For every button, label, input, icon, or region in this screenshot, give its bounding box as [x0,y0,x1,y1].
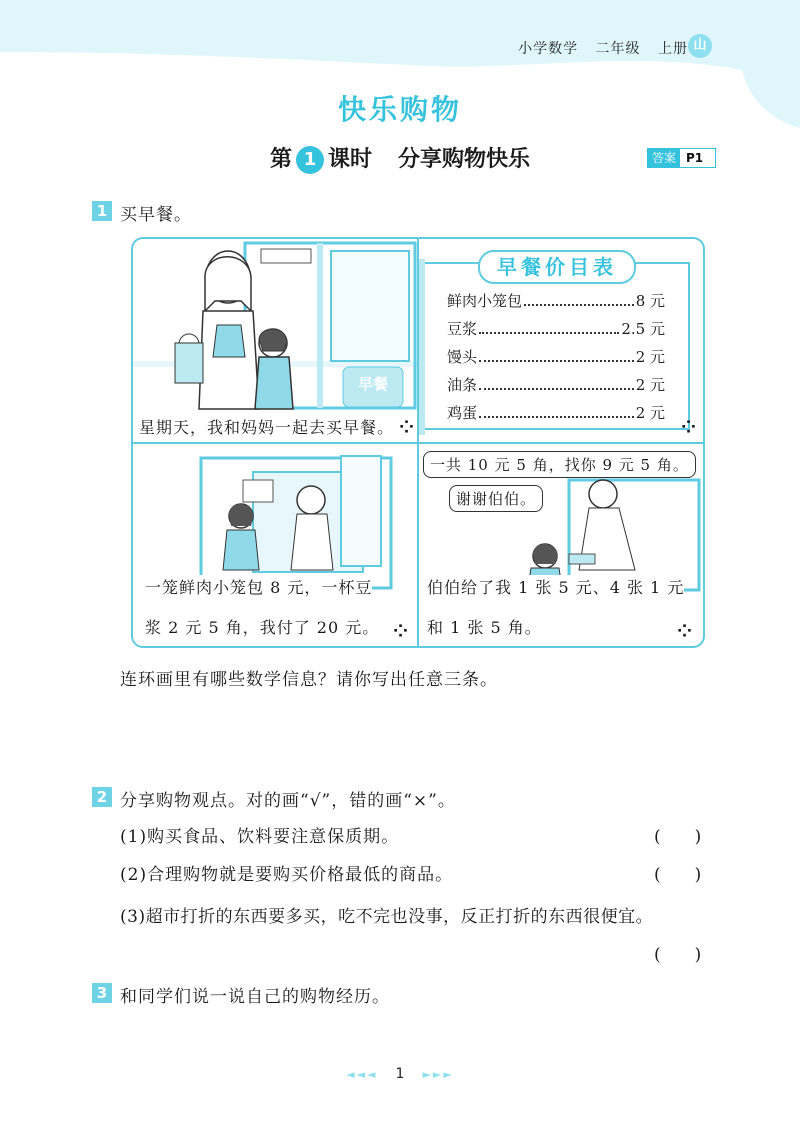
panel-4-caption-line-2: 和 1 张 5 角。 [427,615,542,638]
grade-label: 二年级 [595,41,641,57]
question-1-title: 买早餐。 [120,205,192,225]
question-3-number: 3 [92,983,112,1003]
question-2-item-2: (2)合理购物就是要购买价格最低的商品。 [120,865,454,885]
next-arrows-icon: ►►► [422,1068,454,1081]
lesson-number: 1 [296,146,324,174]
shop-sign-text: 早餐 [357,375,389,393]
panel-4-caption-line-1: 伯伯给了我 1 张 5 元、4 张 1 元 [427,575,684,598]
question-2-title: 分享购物观点。对的画“√”，错的画“×”。 [120,791,456,811]
menu-item-name: 油条 [447,376,478,394]
book-info [506,38,688,58]
panel-1-caption: 星期天，我和妈妈一起去买早餐。 [139,415,394,438]
volume-label: 上册 [658,41,688,57]
panel-3-dots: ⁘ [393,621,407,642]
menu-title: 早餐价目表 [478,250,636,284]
menu-item-price: 2 元 [635,404,665,422]
question-2-number: 2 [92,787,112,807]
menu-item-price: 2 元 [635,376,665,394]
menu-item-price: 2.5 元 [621,320,665,338]
menu-row [447,346,665,367]
unit-title: 快乐购物 [337,93,462,126]
question-1-number: 1 [92,201,112,221]
page-footer [0,1066,800,1082]
menu-row [447,318,665,339]
answer-blank-3[interactable]: ( ) [654,945,702,965]
answer-page: P1 [686,151,704,165]
menu-row [447,374,665,395]
menu-item-price: 2 元 [635,348,665,366]
menu-row [447,290,665,311]
answer-blank-2[interactable]: ( ) [654,865,702,885]
menu-item-name: 鸡蛋 [447,404,478,422]
menu-row [447,402,665,423]
page-number: 1 [395,1066,405,1082]
speech-bubble-girl: 谢谢伯伯。 [449,485,543,512]
edition-badge: 山 [688,34,712,58]
menu-item-name: 鲜肉小笼包 [447,292,523,310]
prev-arrows-icon: ◄◄◄ [346,1068,378,1081]
question-3-title: 和同学们说一说自己的购物经历。 [120,987,390,1007]
panel-1-dots: ⁘ [399,417,413,438]
panel-2-dots: ⁘ [681,417,695,438]
lesson-name: 分享购物快乐 [398,147,531,172]
question-2-item-1: (1)购买食品、饮料要注意保质期。 [120,827,400,847]
answer-reference[interactable] [647,148,716,168]
question-1-prompt: 连环画里有哪些数学信息？请你写出任意三条。 [120,670,498,690]
menu-item-name: 馒头 [447,348,478,366]
question-2-item-3: (3)超市打折的东西要多买，吃不完也没事，反正打折的东西很便宜。 [120,907,654,927]
panel-1-illustration [133,239,417,442]
menu-item-name: 豆浆 [447,320,478,338]
panel-3-caption-line-1: 一笼鲜肉小笼包 8 元，一杯豆 [145,575,372,598]
answer-blank-1[interactable]: ( ) [654,827,702,847]
speech-bubble-uncle: 一共 10 元 5 角，找你 9 元 5 角。 [423,451,696,478]
subject-label: 小学数学 [518,41,579,57]
lesson-prefix: 第 [269,147,292,172]
panel-4-dots: ⁘ [677,621,691,642]
menu-item-price: 8 元 [635,292,665,310]
panel-3-caption-line-2: 浆 2 元 5 角，我付了 20 元。 [145,615,379,638]
answer-label: 答案 [648,149,680,167]
lesson-suffix: 课时 [327,147,372,172]
